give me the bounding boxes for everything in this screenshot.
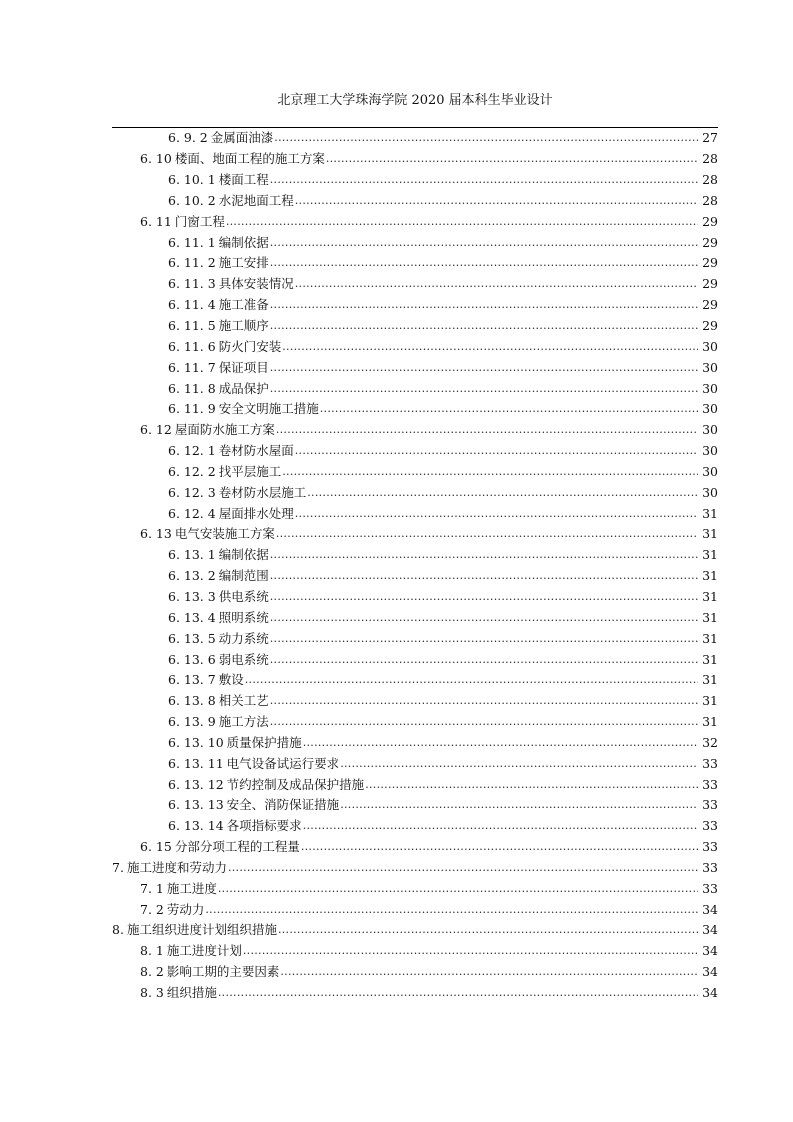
toc-entry-title: 弱电系统 [218,651,269,667]
toc-entry-page-number: 28 [702,151,718,167]
toc-entry-heading [168,401,319,417]
toc-entry-heading [168,693,269,709]
toc-entry-page-number: 34 [702,922,718,938]
toc-entry-title: 施工进度 [166,880,217,896]
toc-entry-heading [168,276,294,292]
toc-entry-number: 6. 13. 9 [168,714,216,730]
toc-entry-number: 6. 13. 3 [168,588,216,604]
toc-entry-page-number: 29 [702,276,718,292]
toc-entry-number: 6. 11. 5 [168,318,216,334]
toc-entry-number: 6. 13. 6 [168,651,216,667]
toc-entry-heading [140,422,275,438]
toc-dot-leader [280,964,698,980]
toc-entry-page-number: 31 [702,672,718,688]
toc-entry[interactable] [0,670,718,691]
toc-entry-number: 7. 2 [140,901,164,917]
toc-entry-page-number: 31 [702,693,718,709]
toc-entry[interactable] [0,753,718,774]
toc-entry-page-number: 32 [702,734,718,750]
toc-entry-number: 6. 10. 2 [168,192,216,208]
toc-entry[interactable] [0,336,718,357]
toc-entry-heading [168,381,269,397]
toc-entry[interactable] [0,357,718,378]
toc-entry-title: 楼面工程 [218,172,269,188]
toc-entry-page-number: 30 [702,380,718,396]
toc-entry[interactable] [0,732,718,753]
toc-entry-title: 施工方法 [218,714,269,730]
toc-entry-page-number: 33 [702,880,718,896]
toc-dot-leader [295,193,698,209]
toc-dot-leader [282,339,698,355]
toc-entry-title: 卷材防水层施工 [218,484,307,500]
toc-entry-title: 施工准备 [218,297,269,313]
toc-entry-number: 6. 11. 7 [168,359,216,375]
toc-entry-page-number: 31 [702,588,718,604]
toc-entry-heading [140,881,217,897]
toc-entry-heading [168,255,269,271]
toc-entry-heading [140,943,242,959]
toc-entry-title: 电气安装施工方案 [174,526,275,542]
toc-entry-number: 6. 11. 3 [168,276,216,292]
toc-dot-leader [270,610,698,626]
toc-entry-page-number: 33 [702,797,718,813]
toc-entry[interactable] [0,691,718,712]
toc-dot-leader [270,297,698,313]
toc-entry-heading [168,631,269,647]
toc-entry[interactable] [0,191,718,212]
toc-entry[interactable] [0,566,718,587]
toc-entry-heading [168,443,294,459]
toc-entry-heading [168,339,281,355]
toc-entry-title: 供电系统 [218,588,269,604]
toc-dot-leader [340,756,698,772]
toc-dot-leader [270,255,698,271]
toc-entry-title: 动力系统 [218,630,269,646]
toc-entry[interactable] [0,170,718,191]
toc-entry-heading [168,756,339,772]
toc-entry-heading [168,464,281,480]
toc-entry-heading [168,735,302,751]
toc-entry-title: 成品保护 [218,380,269,396]
toc-entry-heading [168,318,269,334]
toc-entry[interactable] [0,858,718,879]
toc-entry[interactable] [0,878,718,899]
toc-entry-number: 6. 12. 2 [168,463,216,479]
toc-entry-heading [168,610,269,626]
toc-entry-title: 安全文明施工措施 [218,401,319,417]
toc-entry[interactable] [0,503,718,524]
toc-entry-page-number: 33 [702,818,718,834]
toc-entry-number: 6. 13. 11 [168,755,224,771]
toc-dot-leader [270,589,698,605]
toc-entry-title: 屋面防水施工方案 [174,422,275,438]
toc-entry-number: 6. 13. 12 [168,776,224,792]
toc-entry-title: 施工进度和劳动力 [126,859,227,875]
toc-entry[interactable] [0,274,718,295]
toc-entry[interactable] [0,983,718,1004]
toc-entry-page-number: 33 [702,776,718,792]
toc-entry-number: 6. 13. 2 [168,568,216,584]
toc-entry[interactable] [0,941,718,962]
toc-entry[interactable] [0,295,718,316]
toc-entry-number: 6. 13. 7 [168,672,216,688]
toc-entry-number: 6. 13 [140,526,172,542]
toc-entry-heading [168,589,269,605]
toc-entry-page-number: 29 [702,297,718,313]
toc-entry-page-number: 30 [702,463,718,479]
toc-entry-number: 6. 13. 5 [168,630,216,646]
toc-entry-number: 6. 12. 3 [168,484,216,500]
toc-entry-title: 编制依据 [218,547,269,563]
toc-entry-heading [168,797,339,813]
toc-entry-number: 6. 13. 13 [168,797,224,813]
toc-entry-title: 各项指标要求 [226,818,302,834]
toc-entry-title: 分部分项工程的工程量 [174,839,300,855]
toc-entry[interactable] [0,962,718,983]
toc-entry-page-number: 29 [702,213,718,229]
toc-entry-number: 6. 11. 8 [168,380,216,396]
toc-dot-leader [245,672,698,688]
toc-entry-title: 施工组织进度计划组织措施 [126,922,277,938]
toc-dot-leader [303,818,698,834]
toc-entry-title: 安全、消防保证措施 [226,797,340,813]
toc-entry[interactable] [0,462,718,483]
toc-dot-leader [218,881,698,897]
toc-entry-title: 保证项目 [218,359,269,375]
toc-entry-number: 8. [112,922,124,938]
toc-entry[interactable] [0,649,718,670]
toc-entry[interactable] [0,920,718,941]
toc-entry[interactable] [0,899,718,920]
toc-dot-leader [270,318,698,334]
toc-entry[interactable] [0,149,718,170]
toc-dot-leader [218,985,698,1001]
toc-entry-title: 金属面油漆 [210,130,274,146]
toc-entry[interactable] [0,232,718,253]
toc-dot-leader [282,464,698,480]
toc-entry-heading [140,964,279,980]
toc-entry[interactable] [0,316,718,337]
toc-entry-page-number: 33 [702,839,718,855]
toc-entry-number: 6. 12 [140,422,172,438]
toc-entry-title: 楼面、地面工程的施工方案 [174,151,325,167]
toc-entry-number: 6. 11. 6 [168,338,216,354]
toc-entry-heading [140,151,325,167]
toc-entry-heading [168,652,269,668]
toc-dot-leader [340,797,698,813]
toc-entry-page-number: 34 [702,943,718,959]
toc-entry-page-number: 31 [702,609,718,625]
toc-entry[interactable] [0,420,718,441]
toc-dot-leader [307,485,698,501]
toc-dot-leader [295,506,698,522]
toc-entry-page-number: 31 [702,630,718,646]
toc-entry-page-number: 31 [702,526,718,542]
toc-entry-title: 屋面排水处理 [218,505,294,521]
toc-dot-leader [270,235,698,251]
toc-entry-title: 施工进度计划 [166,943,242,959]
toc-entry-title: 照明系统 [218,609,269,625]
toc-entry[interactable] [0,795,718,816]
toc-entry-page-number: 30 [702,359,718,375]
toc-entry-title: 相关工艺 [218,693,269,709]
toc-entry-title: 施工安排 [218,255,269,271]
toc-entry[interactable] [0,545,718,566]
toc-entry-title: 劳动力 [166,901,205,917]
toc-entry-heading [168,485,306,501]
toc-entry-number: 8. 3 [140,985,164,1001]
toc-entry-page-number: 33 [702,859,718,875]
toc-entry-number: 6. 11. 2 [168,255,216,271]
toc-entry-number: 6. 11. 9 [168,401,216,417]
toc-entry-title: 影响工期的主要因素 [166,964,280,980]
toc-entry-heading [112,922,277,938]
toc-entry-number: 6. 12. 4 [168,505,216,521]
toc-entry-title: 门窗工程 [174,213,225,229]
toc-entry-page-number: 28 [702,192,718,208]
toc-entry-number: 6. 13. 14 [168,818,224,834]
toc-dot-leader [270,652,698,668]
toc-dot-leader [270,381,698,397]
toc-dot-leader [270,714,698,730]
toc-entry-page-number: 34 [702,964,718,980]
toc-dot-leader [270,631,698,647]
toc-dot-leader [365,777,698,793]
toc-dot-leader [326,151,698,167]
toc-entry-number: 7. 1 [140,880,164,896]
table-of-contents [0,128,793,1003]
toc-entry-heading [168,235,269,251]
toc-entry-number: 6. 12. 1 [168,443,216,459]
toc-entry-page-number: 33 [702,755,718,771]
toc-entry-heading [140,902,204,918]
toc-entry-title: 节约控制及成品保护措施 [226,776,365,792]
toc-entry-page-number: 29 [702,234,718,250]
toc-entry-heading [140,985,217,1001]
toc-entry[interactable] [0,128,718,149]
toc-entry[interactable] [0,253,718,274]
toc-dot-leader [320,401,698,417]
toc-entry-page-number: 29 [702,318,718,334]
toc-entry-number: 6. 15 [140,839,172,855]
toc-entry-page-number: 29 [702,255,718,271]
toc-entry-number: 6. 11. 1 [168,234,216,250]
toc-entry-number: 8. 2 [140,964,164,980]
toc-entry-title: 敷设 [218,672,244,688]
toc-entry-page-number: 28 [702,172,718,188]
toc-entry-title: 质量保护措施 [226,734,302,750]
toc-entry-title: 具体安装情况 [218,276,294,292]
toc-entry-title: 电气设备试运行要求 [226,755,340,771]
toc-dot-leader [270,172,698,188]
toc-entry-heading [168,297,269,313]
toc-entry-title: 施工顺序 [218,318,269,334]
toc-entry-number: 6. 9. 2 [168,130,208,146]
toc-entry[interactable] [0,211,718,232]
toc-entry-title: 找平层施工 [218,463,282,479]
toc-entry-title: 编制依据 [218,234,269,250]
toc-entry-number: 6. 10 [140,151,172,167]
toc-entry-number: 7. [112,859,124,875]
toc-entry-number: 6. 13. 1 [168,547,216,563]
toc-entry-heading [168,568,269,584]
toc-entry-title: 组织措施 [166,985,217,1001]
toc-entry-number: 8. 1 [140,943,164,959]
toc-entry-title: 防火门安装 [218,338,282,354]
toc-dot-leader [276,526,698,542]
toc-entry-heading [140,214,225,230]
toc-dot-leader [243,943,698,959]
toc-entry[interactable] [0,774,718,795]
toc-dot-leader [270,547,698,563]
toc-entry-number: 6. 11. 4 [168,297,216,313]
toc-dot-leader [270,360,698,376]
toc-dot-leader [205,902,698,918]
toc-entry[interactable] [0,837,718,858]
toc-entry-heading [168,777,364,793]
toc-entry-page-number: 30 [702,443,718,459]
toc-entry-heading [112,860,227,876]
toc-dot-leader [270,693,698,709]
toc-dot-leader [301,839,698,855]
toc-entry-heading [168,130,273,146]
toc-dot-leader [274,130,698,146]
toc-entry-heading [168,506,294,522]
toc-entry-page-number: 27 [702,130,718,146]
toc-entry[interactable] [0,587,718,608]
toc-entry-number: 6. 13. 8 [168,693,216,709]
toc-entry[interactable] [0,441,718,462]
toc-entry-heading [168,172,269,188]
toc-entry-number: 6. 11 [140,213,172,229]
toc-entry-page-number: 34 [702,901,718,917]
toc-entry-page-number: 31 [702,714,718,730]
toc-entry[interactable] [0,482,718,503]
toc-entry-title: 卷材防水屋面 [218,443,294,459]
toc-entry-heading [168,193,294,209]
toc-entry-page-number: 30 [702,401,718,417]
toc-entry-page-number: 30 [702,484,718,500]
toc-entry[interactable] [0,712,718,733]
toc-entry[interactable] [0,378,718,399]
toc-entry[interactable] [0,524,718,545]
page-header-title: 北京理工大学珠海学院 2020 届本科生毕业设计 [277,93,553,108]
toc-entry-number: 6. 13. 10 [168,734,224,750]
toc-entry-page-number: 30 [702,422,718,438]
toc-entry[interactable] [0,399,718,420]
toc-entry[interactable] [0,816,718,837]
toc-dot-leader [303,735,698,751]
toc-entry-title: 水泥地面工程 [218,192,294,208]
toc-dot-leader [295,443,698,459]
toc-entry-heading [168,818,302,834]
toc-entry-heading [168,360,269,376]
toc-entry-page-number: 34 [702,985,718,1001]
toc-entry-heading [140,839,300,855]
toc-entry-page-number: 31 [702,547,718,563]
toc-entry-title: 编制范围 [218,568,269,584]
toc-dot-leader [295,276,698,292]
toc-entry-page-number: 31 [702,505,718,521]
toc-entry-heading [140,526,275,542]
toc-dot-leader [270,568,698,584]
toc-dot-leader [228,860,698,876]
toc-entry-heading [168,714,269,730]
toc-entry-number: 6. 13. 4 [168,609,216,625]
toc-entry[interactable] [0,628,718,649]
toc-entry-page-number: 31 [702,651,718,667]
toc-dot-leader [226,214,698,230]
toc-entry[interactable] [0,607,718,628]
toc-entry-number: 6. 10. 1 [168,172,216,188]
toc-dot-leader [278,922,698,938]
toc-entry-page-number: 30 [702,338,718,354]
toc-entry-heading [168,547,269,563]
toc-entry-heading [168,672,244,688]
toc-dot-leader [276,422,698,438]
toc-entry-page-number: 31 [702,568,718,584]
